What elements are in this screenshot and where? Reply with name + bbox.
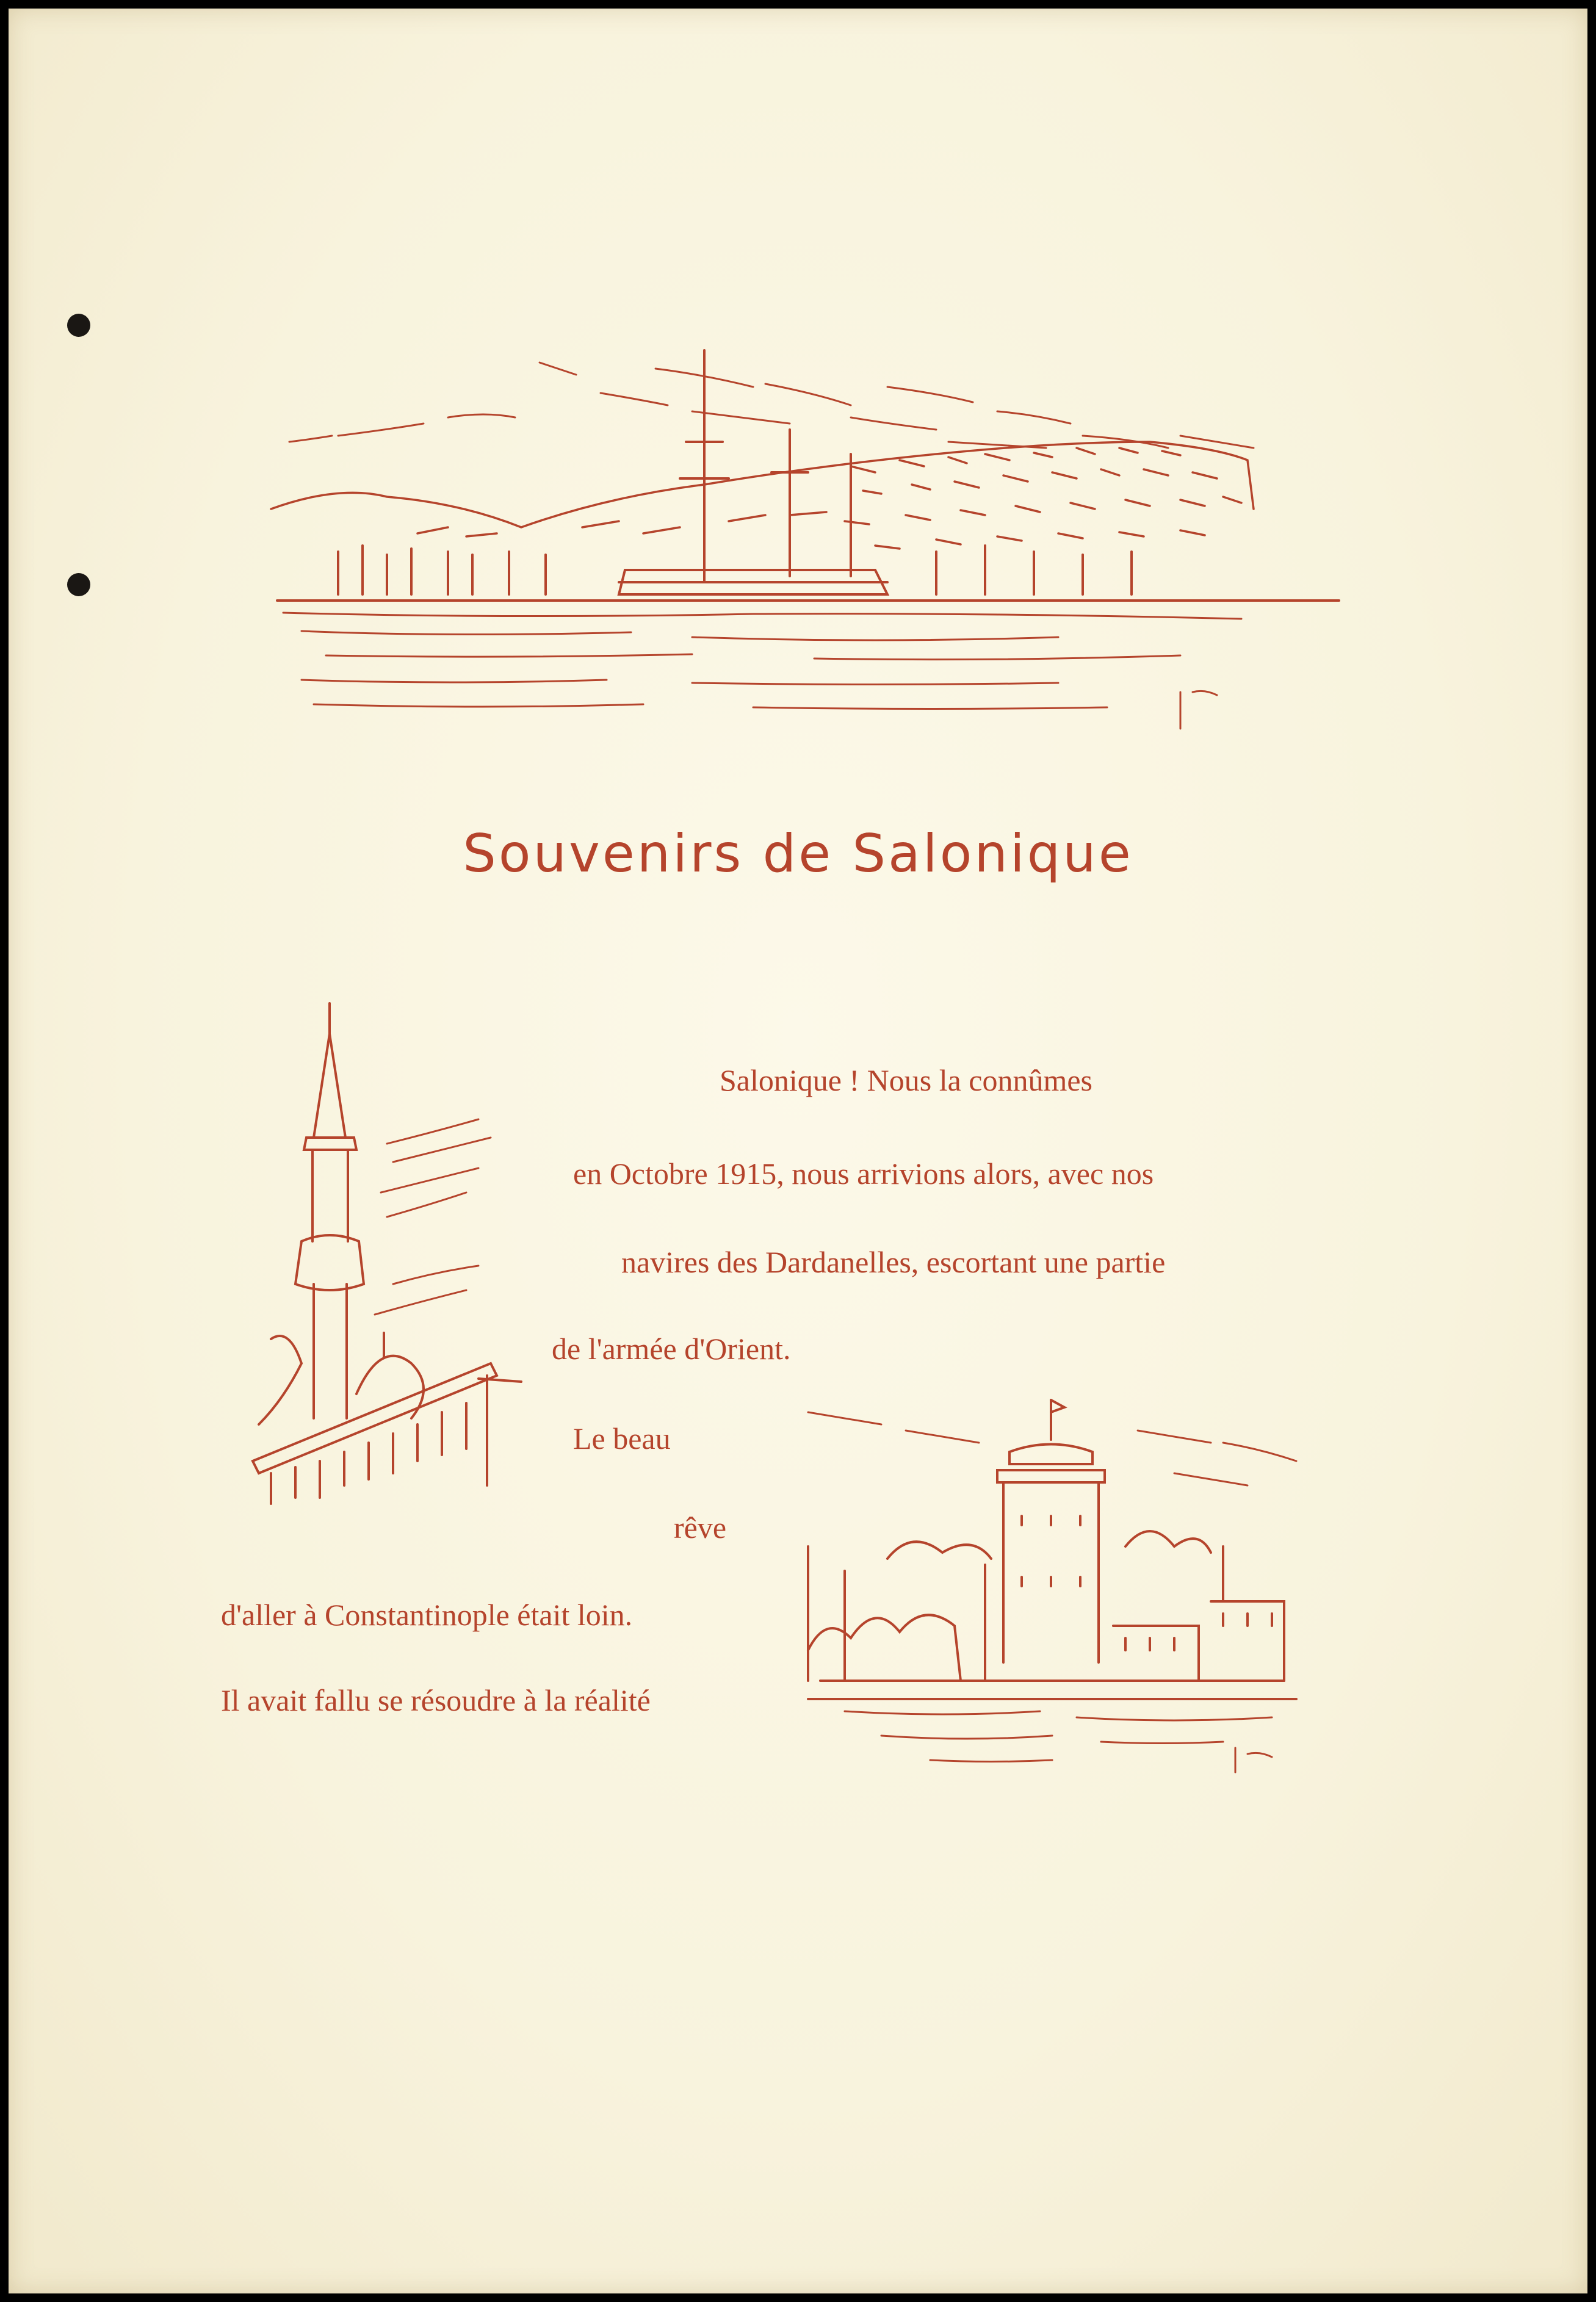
- text-line: Le beau: [573, 1421, 671, 1456]
- punch-hole: [67, 314, 90, 337]
- white-tower-illustration: [759, 1394, 1309, 1784]
- text-line: d'aller à Constantinople était loin.: [221, 1598, 633, 1632]
- text-line: rêve: [674, 1510, 727, 1545]
- text-line: de l'armée d'Orient.: [552, 1332, 791, 1366]
- harbor-panorama-illustration: [265, 350, 1351, 741]
- minaret-illustration: [234, 997, 540, 1522]
- document-title: Souvenirs de Salonique: [463, 823, 1133, 884]
- text-line: Salonique ! Nous la connûmes: [720, 1063, 1093, 1097]
- punch-hole: [67, 573, 90, 596]
- text-line: navires des Dardanelles, escortant une partie: [621, 1245, 1166, 1279]
- text-line: en Octobre 1915, nous arrivions alors, avec nos: [573, 1156, 1154, 1191]
- text-line: Il avait fallu se résoudre à la réalité: [221, 1683, 651, 1717]
- document-page: [9, 9, 1587, 2293]
